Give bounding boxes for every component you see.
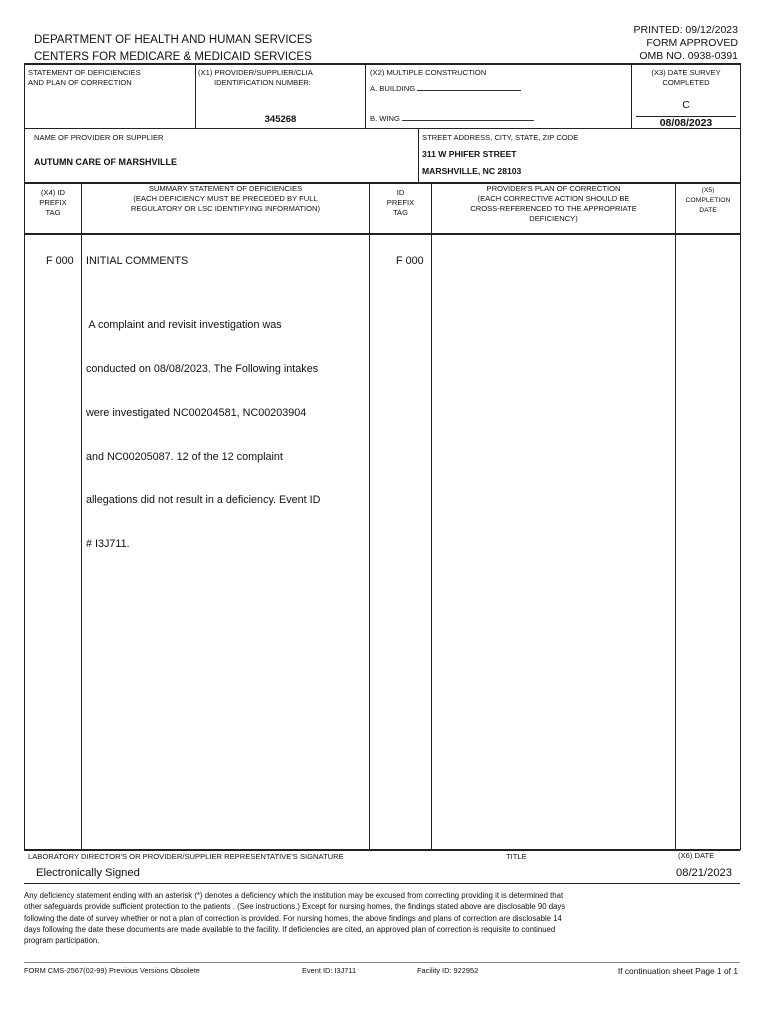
divider (631, 63, 632, 128)
prefix-tag-right: F 000 (396, 255, 424, 267)
divider (195, 63, 196, 128)
column-divider (81, 183, 82, 850)
table-right-border (740, 183, 741, 850)
event-id: Event ID: I3J711 (302, 966, 357, 975)
table-left-border (24, 183, 25, 850)
divider (418, 128, 419, 183)
signature-bottom-rule (24, 883, 740, 884)
continuation-page: If continuation sheet Page 1 of 1 (617, 966, 738, 976)
header-row-divider (24, 233, 740, 235)
provider-name: AUTUMN CARE OF MARSHVILLE (34, 157, 177, 167)
provider-id-number: 345268 (264, 114, 297, 125)
plan-header: PROVIDER'S PLAN OF CORRECTION (EACH CORRECTIVE ACTION SHOULD BE CROSS-REFERENCED TO THE APPROPRIATE DEFICIENCY) (470, 184, 637, 223)
omb-number: OMB NO. 0938-0391 (639, 50, 738, 62)
row-divider (24, 128, 740, 129)
id-header: ID PREFIX TAG (386, 188, 415, 217)
summary-header: SUMMARY STATEMENT OF DEFICIENCIES (EACH DEFICIENCY MUST BE PRECEDED BY FULL REGULATORY OR LSC IDENTIFYING INFORMATION) (130, 184, 321, 213)
form-number: FORM CMS-2567(02-99) Previous Versions Obsolete (24, 966, 200, 975)
divider (365, 63, 366, 128)
printed-date: PRINTED: 09/12/2023 (633, 24, 738, 36)
x1-label: (X1) PROVIDER/SUPPLIER/CLIA IDENTIFICATION NUMBER: (198, 68, 313, 87)
building-field: A. BUILDING (370, 83, 521, 94)
signature-date: 08/21/2023 (676, 867, 732, 879)
street-address: 311 W PHIFER STREET (422, 149, 517, 159)
city-state-zip: MARSHVILLE, NC 28103 (422, 166, 522, 176)
column-divider (675, 183, 676, 850)
signature-top-rule (24, 849, 740, 851)
x4-header: (X4) ID PREFIX TAG (39, 188, 67, 217)
wing-field: B. WING (370, 113, 534, 124)
address-label: STREET ADDRESS, CITY, STATE, ZIP CODE (422, 133, 579, 142)
facility-id: Facility ID: 922952 (417, 966, 479, 975)
title-label: TITLE (506, 852, 527, 861)
entry-body: A complaint and revisit investigation was conducted on 08/08/2023. The Following intakes were investigated NC00204581, NC00203904 and NC00205087. 12 of the 12 complaint allegations did not result in a deficiency. Event ID # I3J711. (86, 319, 321, 551)
table-left-border (24, 63, 25, 183)
survey-code: C (682, 99, 690, 111)
signature-label: LABORATORY DIRECTOR'S OR PROVIDER/SUPPLIER REPRESENTATIVE'S SIGNATURE (28, 852, 344, 861)
disclosure-notice: Any deficiency statement ending with an asterisk (*) denotes a deficiency which the institution may be excused from correcting providing it is determined that other safeguards provide sufficient protection to the patients . (See instructions.) Except for nursing homes, the findings stated above are disclosable 90 days following the date of survey whether or not a plan of correction is provided. For nursing homes, the above findings and plans of correction are disclosable 14 days following the date these documents are made available to the facility. If deficiencies are cited, an approved plan of correction is requisite to continued program participation. (24, 891, 566, 946)
footer-rule (24, 962, 740, 963)
table-right-border (740, 63, 741, 183)
x2-label: (X2) MULTIPLE CONSTRUCTION (370, 68, 487, 77)
x6-date-label: (X6) DATE (678, 851, 715, 860)
entry-heading: INITIAL COMMENTS (86, 255, 189, 267)
table-top-border (24, 63, 740, 65)
provider-name-label: NAME OF PROVIDER OR SUPPLIER (34, 133, 164, 142)
signature-value: Electronically Signed (36, 867, 140, 879)
statement-label: STATEMENT OF DEFICIENCIES AND PLAN OF CORRECTION (28, 68, 141, 87)
prefix-tag-left: F 000 (46, 255, 74, 267)
form-approved: FORM APPROVED (646, 37, 738, 49)
x3-label: (X3) DATE SURVEY COMPLETED (651, 68, 721, 87)
x5-header: (X5) COMPLETION DATE (685, 187, 731, 214)
department-title: DEPARTMENT OF HEALTH AND HUMAN SERVICES (34, 34, 313, 46)
column-divider (369, 183, 370, 850)
column-divider (431, 183, 432, 850)
survey-completed-date: 08/08/2023 (659, 117, 713, 129)
agency-title: CENTERS FOR MEDICARE & MEDICAID SERVICES (34, 51, 312, 63)
